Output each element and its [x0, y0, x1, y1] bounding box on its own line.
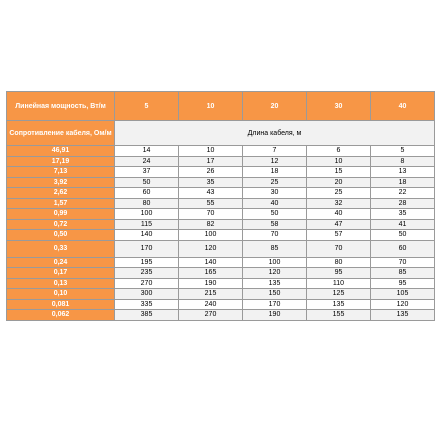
table-row [7, 257, 435, 268]
length-cell: 235 [115, 268, 179, 279]
resistance-cell: 17,19 [7, 156, 115, 167]
length-cell: 60 [371, 240, 435, 257]
length-cell: 140 [179, 257, 243, 268]
resistance-cell: 0,50 [7, 230, 115, 241]
subheader-row [7, 121, 435, 146]
table-row [7, 299, 435, 310]
length-cell: 20 [307, 177, 371, 188]
cable-length-table [6, 91, 435, 321]
length-cell: 240 [179, 299, 243, 310]
table-row [7, 219, 435, 230]
cable-length-label: Длина кабеля, м [115, 121, 435, 146]
length-cell: 50 [371, 230, 435, 241]
length-cell: 30 [243, 188, 307, 199]
length-cell: 85 [371, 268, 435, 279]
length-cell: 70 [243, 230, 307, 241]
length-cell: 125 [307, 289, 371, 300]
length-cell: 40 [307, 209, 371, 220]
resistance-cell: 0,33 [7, 240, 115, 257]
length-cell: 10 [307, 156, 371, 167]
length-cell: 300 [115, 289, 179, 300]
length-cell: 190 [243, 310, 307, 321]
resistance-cell: 0,062 [7, 310, 115, 321]
length-cell: 5 [371, 146, 435, 157]
table-row [7, 230, 435, 241]
length-cell: 35 [371, 209, 435, 220]
length-cell: 120 [243, 268, 307, 279]
length-cell: 155 [307, 310, 371, 321]
resistance-cell: 7,13 [7, 167, 115, 178]
length-cell: 135 [371, 310, 435, 321]
power-header-30: 30 [307, 92, 371, 121]
length-cell: 140 [115, 230, 179, 241]
power-header-5: 5 [115, 92, 179, 121]
length-cell: 70 [371, 257, 435, 268]
length-cell: 100 [115, 209, 179, 220]
length-cell: 70 [307, 240, 371, 257]
table-row [7, 310, 435, 321]
length-cell: 13 [371, 167, 435, 178]
length-cell: 14 [115, 146, 179, 157]
length-cell: 28 [371, 198, 435, 209]
length-cell: 170 [115, 240, 179, 257]
length-cell: 35 [179, 177, 243, 188]
length-cell: 100 [179, 230, 243, 241]
table-row [7, 268, 435, 279]
resistance-cell: 0,081 [7, 299, 115, 310]
length-cell: 47 [307, 219, 371, 230]
length-cell: 335 [115, 299, 179, 310]
length-cell: 41 [371, 219, 435, 230]
resistance-cell: 2,62 [7, 188, 115, 199]
table-row [7, 209, 435, 220]
resistance-cell: 0,13 [7, 278, 115, 289]
power-header-label: Линейная мощность, Вт/м [7, 92, 115, 121]
length-cell: 85 [243, 240, 307, 257]
table-row [7, 198, 435, 209]
length-cell: 50 [115, 177, 179, 188]
table-body [7, 92, 435, 321]
length-cell: 270 [179, 310, 243, 321]
length-cell: 15 [307, 167, 371, 178]
length-cell: 32 [307, 198, 371, 209]
length-cell: 12 [243, 156, 307, 167]
length-cell: 22 [371, 188, 435, 199]
length-cell: 195 [115, 257, 179, 268]
table-row [7, 167, 435, 178]
length-cell: 80 [115, 198, 179, 209]
length-cell: 26 [179, 167, 243, 178]
length-cell: 80 [307, 257, 371, 268]
length-cell: 115 [115, 219, 179, 230]
resistance-cell: 1,57 [7, 198, 115, 209]
length-cell: 8 [371, 156, 435, 167]
length-cell: 25 [307, 188, 371, 199]
resistance-cell: 46,91 [7, 146, 115, 157]
length-cell: 18 [243, 167, 307, 178]
table-row [7, 146, 435, 157]
length-cell: 40 [243, 198, 307, 209]
length-cell: 10 [179, 146, 243, 157]
power-header-20: 20 [243, 92, 307, 121]
resistance-cell: 0,17 [7, 268, 115, 279]
length-cell: 215 [179, 289, 243, 300]
resistance-header-label: Сопротивление кабеля, Ом/м [7, 121, 115, 146]
length-cell: 120 [179, 240, 243, 257]
resistance-cell: 0,10 [7, 289, 115, 300]
length-cell: 50 [243, 209, 307, 220]
length-cell: 37 [115, 167, 179, 178]
table-row [7, 177, 435, 188]
length-cell: 150 [243, 289, 307, 300]
table-row [7, 188, 435, 199]
resistance-cell: 0,72 [7, 219, 115, 230]
length-cell: 95 [307, 268, 371, 279]
table-row [7, 156, 435, 167]
table-row [7, 289, 435, 300]
length-cell: 57 [307, 230, 371, 241]
length-cell: 55 [179, 198, 243, 209]
length-cell: 18 [371, 177, 435, 188]
table-row [7, 240, 435, 257]
resistance-cell: 0,24 [7, 257, 115, 268]
length-cell: 6 [307, 146, 371, 157]
power-header-40: 40 [371, 92, 435, 121]
length-cell: 135 [307, 299, 371, 310]
length-cell: 270 [115, 278, 179, 289]
header-row [7, 92, 435, 121]
length-cell: 60 [115, 188, 179, 199]
length-cell: 110 [307, 278, 371, 289]
power-header-10: 10 [179, 92, 243, 121]
length-cell: 135 [243, 278, 307, 289]
length-cell: 165 [179, 268, 243, 279]
resistance-cell: 3,92 [7, 177, 115, 188]
length-cell: 24 [115, 156, 179, 167]
length-cell: 95 [371, 278, 435, 289]
length-cell: 70 [179, 209, 243, 220]
length-cell: 170 [243, 299, 307, 310]
length-cell: 120 [371, 299, 435, 310]
length-cell: 100 [243, 257, 307, 268]
length-cell: 43 [179, 188, 243, 199]
table-row [7, 278, 435, 289]
length-cell: 25 [243, 177, 307, 188]
length-cell: 385 [115, 310, 179, 321]
resistance-cell: 0,99 [7, 209, 115, 220]
length-cell: 58 [243, 219, 307, 230]
length-cell: 7 [243, 146, 307, 157]
length-cell: 190 [179, 278, 243, 289]
length-cell: 82 [179, 219, 243, 230]
length-cell: 17 [179, 156, 243, 167]
length-cell: 105 [371, 289, 435, 300]
